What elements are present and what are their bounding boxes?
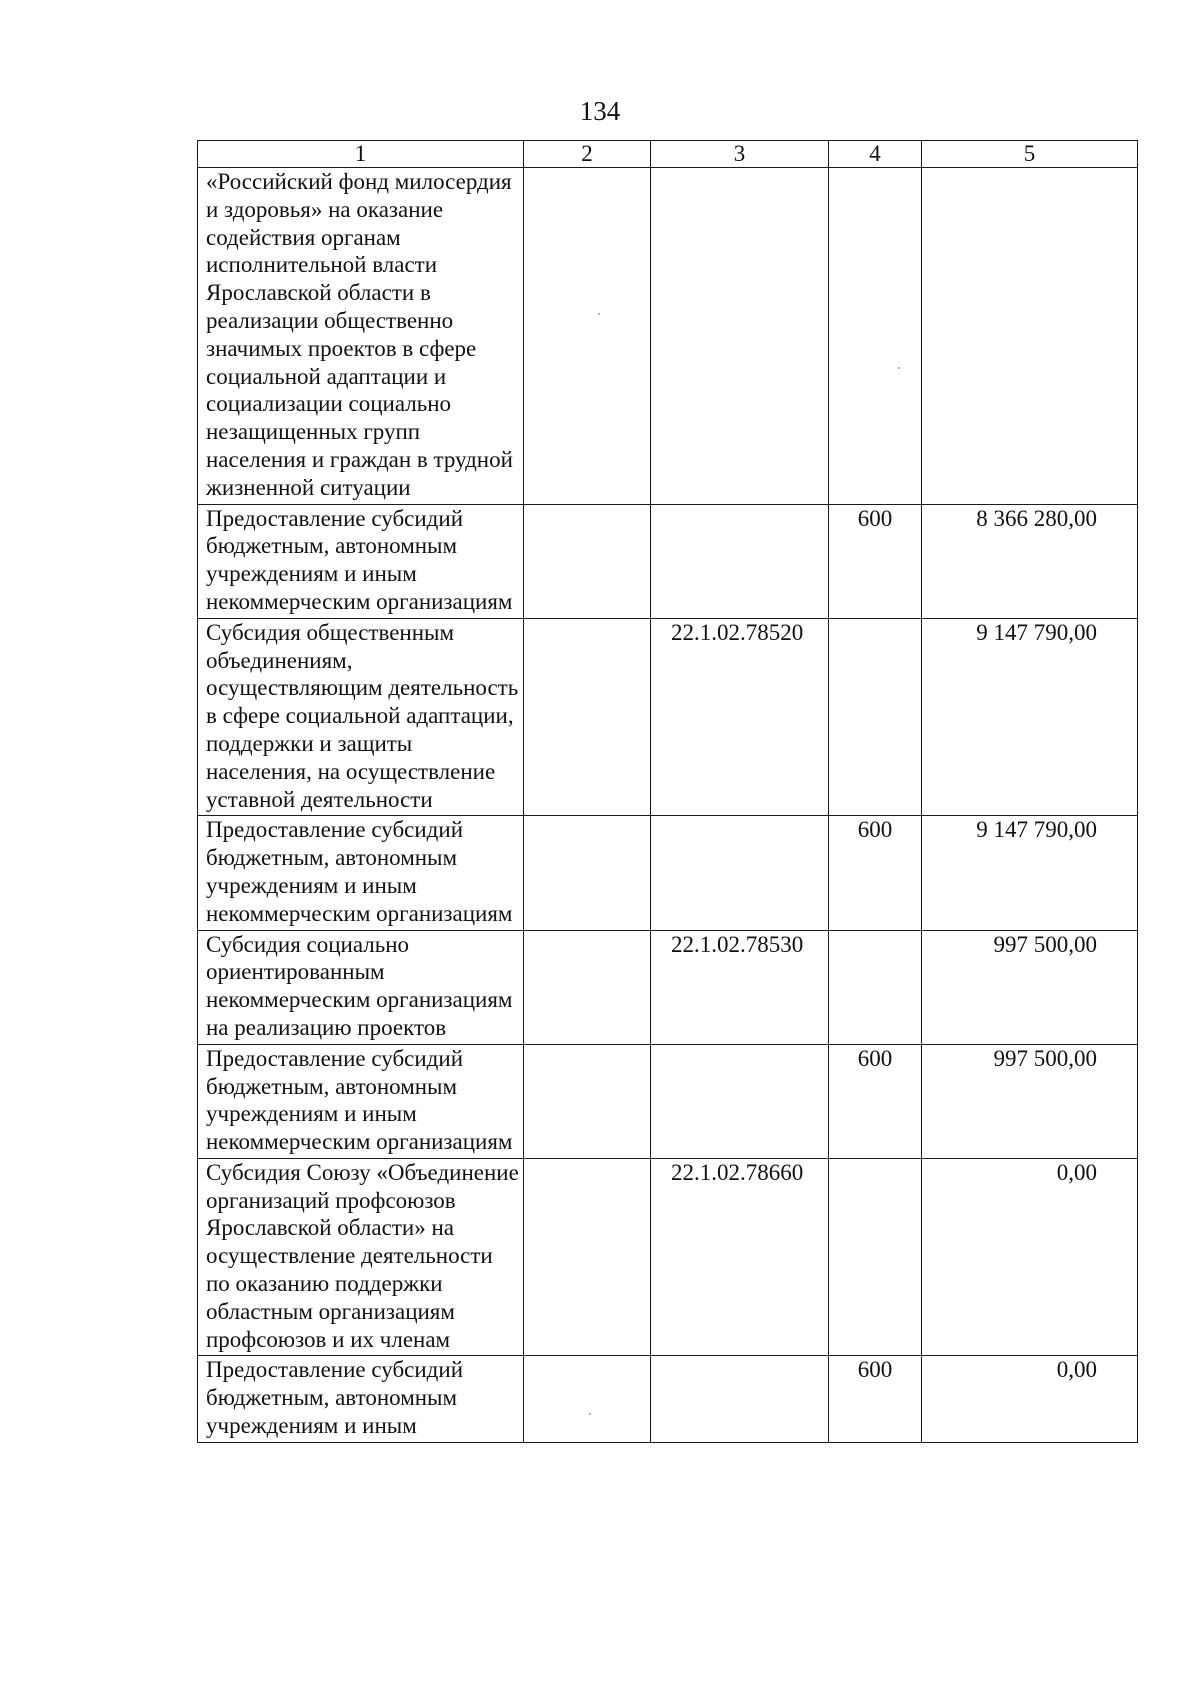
row-amount-cell: 997 500,00: [922, 1044, 1138, 1158]
table-row: [198, 1158, 1138, 1356]
table-row: [198, 618, 1138, 816]
row-col2-cell: [524, 1044, 651, 1158]
header-row: [198, 141, 1138, 168]
row-col2-cell: [524, 1356, 651, 1442]
table-row: [198, 168, 1138, 505]
row-type-cell: 600: [829, 504, 922, 618]
row-type-cell: 600: [829, 816, 922, 930]
row-amount-cell: 997 500,00: [922, 930, 1138, 1044]
row-col2-cell: [524, 1158, 651, 1356]
table-row: [198, 930, 1138, 1044]
row-type-cell: [829, 930, 922, 1044]
row-type-cell: 600: [829, 1356, 922, 1442]
row-code-cell: [651, 1044, 829, 1158]
row-code-cell: [651, 168, 829, 505]
row-name-cell: Предоставление субсидий бюджетным, автономным учреждениям и иным: [198, 1356, 524, 1442]
row-col2-cell: [524, 168, 651, 505]
scan-speck: [898, 367, 900, 369]
header-col-5: 5: [922, 141, 1138, 168]
row-name-cell: «Российский фонд милосердия и здоровья» на оказание содействия органам исполнительной власти Ярославской области в реализации общественно значимых проектов в сфере социальной адаптации и социализации социально незащищенных групп населения и граждан в трудной жизненной ситуации: [198, 168, 524, 505]
row-amount-cell: 8 366 280,00: [922, 504, 1138, 618]
row-amount-cell: 0,00: [922, 1158, 1138, 1356]
table-header: [198, 141, 1138, 168]
row-code-cell: [651, 816, 829, 930]
row-col2-cell: [524, 816, 651, 930]
row-type-cell: [829, 168, 922, 505]
table-row: [198, 504, 1138, 618]
page-number: 134: [579, 96, 621, 126]
scan-speck: [589, 1413, 591, 1415]
row-name-cell: Субсидия общественным объединениям, осуществляющим деятельность в сфере социальной адаптации, поддержки и защиты населения, на осуществление уставной деятельности: [198, 618, 524, 816]
row-name-cell: Предоставление субсидий бюджетным, автономным учреждениям и иным некоммерческим организациям: [198, 504, 524, 618]
row-type-cell: [829, 1158, 922, 1356]
row-amount-cell: 9 147 790,00: [922, 816, 1138, 930]
scan-speck: [598, 313, 600, 315]
table-body: [198, 168, 1138, 1443]
row-amount-cell: [922, 168, 1138, 505]
header-col-4: 4: [829, 141, 922, 168]
row-type-cell: [829, 618, 922, 816]
row-col2-cell: [524, 504, 651, 618]
table-row: [198, 1044, 1138, 1158]
row-code-cell: 22.1.02.78520: [651, 618, 829, 816]
budget-table: [197, 140, 1138, 1443]
row-amount-cell: 9 147 790,00: [922, 618, 1138, 816]
table-row: [198, 816, 1138, 930]
table-row: [198, 1356, 1138, 1442]
header-col-2: 2: [524, 141, 651, 168]
row-name-cell: Субсидия Союзу «Объединение организаций профсоюзов Ярославской области» на осуществление деятельности по оказанию поддержки областным организациям профсоюзов и их членам: [198, 1158, 524, 1356]
row-type-cell: 600: [829, 1044, 922, 1158]
row-amount-cell: 0,00: [922, 1356, 1138, 1442]
row-code-cell: [651, 504, 829, 618]
row-name-cell: Субсидия социально ориентированным некоммерческим организациям на реализацию проектов: [198, 930, 524, 1044]
row-name-cell: Предоставление субсидий бюджетным, автономным учреждениям и иным некоммерческим организациям: [198, 1044, 524, 1158]
row-name-cell: Предоставление субсидий бюджетным, автономным учреждениям и иным некоммерческим организациям: [198, 816, 524, 930]
header-col-3: 3: [651, 141, 829, 168]
row-code-cell: 22.1.02.78530: [651, 930, 829, 1044]
row-code-cell: [651, 1356, 829, 1442]
header-col-1: 1: [198, 141, 524, 168]
row-col2-cell: [524, 618, 651, 816]
row-code-cell: 22.1.02.78660: [651, 1158, 829, 1356]
row-col2-cell: [524, 930, 651, 1044]
